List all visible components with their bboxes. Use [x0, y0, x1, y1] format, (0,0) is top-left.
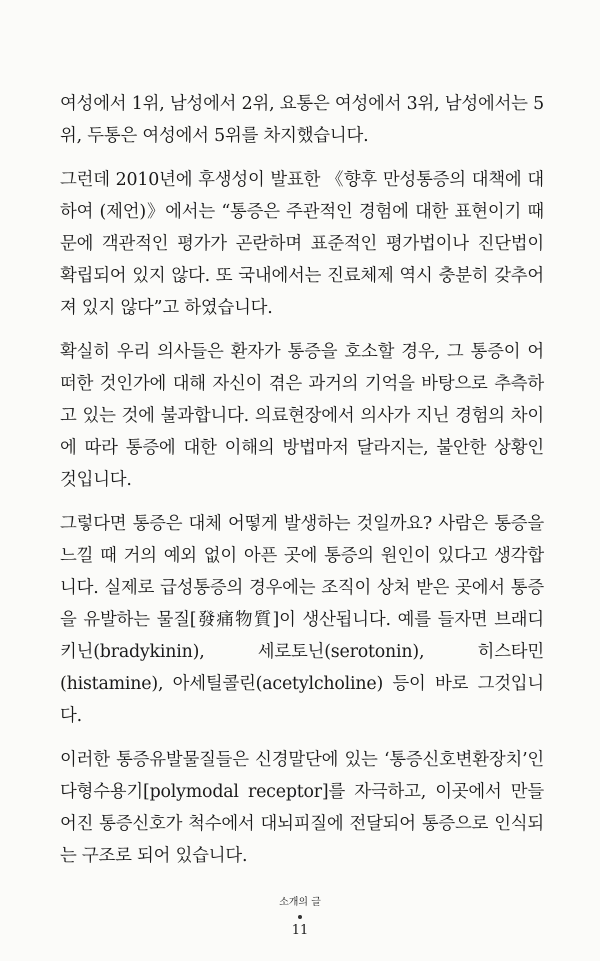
paragraph-4: 그렇다면 통증은 대체 어떻게 발생하는 것일까요? 사람은 통증을 느낄 때 거의 예외 없이 아픈 곳에 통증의 원인이 있다고 생각합니다. 실제로 급성통증의 경우에는 조직이 상처 받은 곳에서 통증을 유발하는 물질[發痛物質]이 생산됩니다. 예를 들자면 브래디키닌(bradykinin), 세로토닌(serotonin), 히스타민(histamine), 아세틸콜린(acetylcholine) 등이 바로 그것입니다.: [60, 514, 544, 726]
paragraph-5: 이러한 통증유발물질들은 신경말단에 있는 ‘통증신호변환장치’인 다형수용기[polymodal receptor]를 자극하고, 이곳에서 만들어진 통증신호가 척수에서 대뇌피질에 전달되어 통증으로 인식되는 구조로 되어 있습니다.: [60, 750, 544, 866]
paragraph-1: 여성에서 1위, 남성에서 2위, 요통은 여성에서 3위, 남성에서는 5위, 두통은 여성에서 5위를 차지했습니다.: [60, 94, 544, 146]
paragraph-3: 확실히 우리 의사들은 환자가 통증을 호소할 경우, 그 통증이 어떠한 것인가에 대해 자신이 겪은 과거의 기억을 바탕으로 추측하고 있는 것에 불과합니다. 의료현장에서 의사가 지닌 경험의 차이에 따라 통증에 대한 이해의 방법마저 달라지는, 불안한 상황인 것입니다.: [60, 342, 544, 490]
page-footer: [0, 896, 600, 939]
body-text: [60, 88, 544, 872]
section-title: 소개의 글: [279, 897, 321, 908]
page-number: 11: [291, 923, 309, 938]
separator-dot: [298, 915, 302, 919]
paragraph-2: 그런데 2010년에 후생성이 발표한 《향후 만성통증의 대책에 대하여 (제언)》에서는 “통증은 주관적인 경험에 대한 표현이기 때문에 객관적인 평가가 곤란하며 표준적인 평가법이나 진단법이 확립되어 있지 않다. 또 국내에서는 진료체제 역시 충분히 갖추어져 있지 않다”고 하였습니다.: [60, 170, 544, 318]
